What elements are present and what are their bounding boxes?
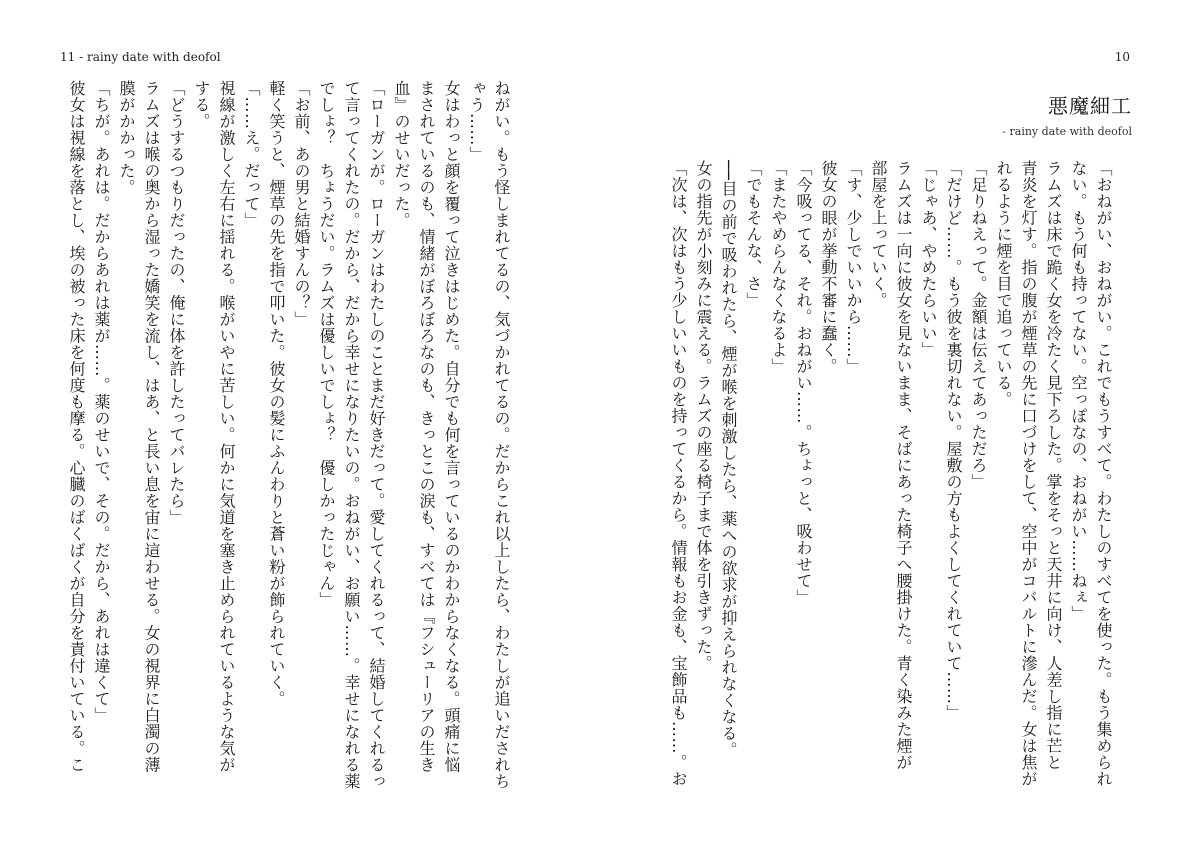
text-line: 「次は、次はもう少しいいものを持ってくるから。情報もお金も、宝飾品も……。お (669, 160, 688, 787)
text-line: 女はわっと顔を覆って泣きはじめた。自分でも何を言っているのかわからなくなる。頭痛に悩 (442, 80, 461, 773)
right-page-header: 10 (1114, 50, 1130, 64)
text-line: 「ローガンが。ローガンはわたしのことまだ好きだって。愛してくれるって、結婚してくれるっ (367, 80, 386, 790)
text-line: 「……え。だって」 (242, 80, 261, 229)
text-line: ない。もう何も持ってない。空っぽなの、おねがい……ねぇ」 (1069, 160, 1088, 622)
text-line: まされているのも、情緒がぼろぼろなのも、きっとこの涙も、すべては『フシューリアの生き (417, 80, 436, 773)
text-line: 「おねがい、おねがい。これでもうすべて。わたしのすべてを使った。もう集められ (1094, 160, 1113, 787)
left-page-body (64, 80, 514, 800)
text-line: 「す、少しでいいから……」 (844, 160, 863, 375)
text-line: 軽く笑うと、煙草の先を指で叩いた。彼女の髪にふんわりと蒼い粉が飾られていく。 (267, 80, 286, 707)
right-page-body (669, 160, 1116, 800)
text-line: 「お前、あの男と結婚すんの？」 (292, 80, 311, 328)
text-line: ラムズは床で跪く女を冷たく見下ろした。掌をそっと天井に向け、人差し指に芒と (1044, 160, 1063, 771)
text-line: 「どうするつもりだったの、俺に体を許したってバレたら」 (167, 80, 186, 526)
text-line: て言ってくれたの。だから、だから幸せになりたいの。おねがい、お願い……。幸せになれる薬 (342, 80, 361, 790)
text-line: 視線が激しく左右に揺れる。喉がいやに苦しい。何かに気道を塞き止められているような気が (217, 80, 236, 773)
text-line: ゃう……」 (467, 80, 486, 163)
text-line: 「ちが。あれは。だからあれは薬が……。薬のせいで、その。だから、あれは違くて」 (92, 80, 111, 724)
chapter-subtitle: - rainy date with deofol (1002, 125, 1132, 138)
text-line: 「じゃあ、やめたらいい」 (919, 160, 938, 358)
text-line: ラムズは一向に彼女を見ないまま、そばにあった椅子へ腰掛けた。青く染みた煙が (894, 160, 913, 771)
text-line: 「だけど……。もう彼を裏切れない。屋敷の方もよくしてくれていて……」 (944, 160, 963, 721)
text-line: 血』のせいだった。 (392, 80, 411, 229)
text-line: れるように煙を目で追っている。 (994, 160, 1013, 408)
text-line: 彼女の眼が挙動不審に蠢く。 (819, 160, 838, 375)
left-page-header: 11 - rainy date with deofol (60, 50, 221, 64)
text-line: 「またやめらんなくなるよ」 (769, 160, 788, 375)
text-line: 「今吸ってる、それ。おねがい……。ちょっと、吸わせて」 (794, 160, 813, 606)
text-line: ラムズは喉の奥から湿った嬌笑を流し、はあ、と長い息を宙に這わせる。女の視界に白濁の薄 (142, 80, 161, 773)
chapter-title-block (1002, 90, 1132, 138)
text-line: 膜がかかった。 (117, 80, 136, 196)
text-line: 青炎を灯す。指の腹が煙草の先に口づけをして、空中がコバルトに滲んだ。女は焦が (1019, 160, 1038, 787)
text-line: 女の指先が小刻みに震える。ラムズの座る椅子まで体を引きずった。 (694, 160, 713, 672)
text-line: 「でもそんな、さ」 (744, 160, 763, 309)
text-line: 彼女は視線を落とし、埃の被った床を何度も摩る。心臓のばくばくが自分を責付いている。こ (67, 80, 86, 773)
text-line: ──目の前で吸われたら、煙が喉を刺激したら、薬への欲求が抑えられなくなる。 (719, 160, 738, 758)
chapter-title: 悪魔細工 (1048, 94, 1132, 118)
text-line: する。 (192, 80, 211, 130)
text-line: でしょ？ ちょうだい。ラムズは優しいでしょ？ 優しかったじゃん」 (317, 80, 336, 608)
text-line: 部屋を上っていく。 (869, 160, 888, 309)
text-line: 「足りねえって。金額は伝えてあっただろ」 (969, 160, 988, 490)
text-line: ねがい。もう怪しまれてるの、気づかれてるの。だからこれ以上したら、わたしが追いだされち (492, 80, 511, 790)
